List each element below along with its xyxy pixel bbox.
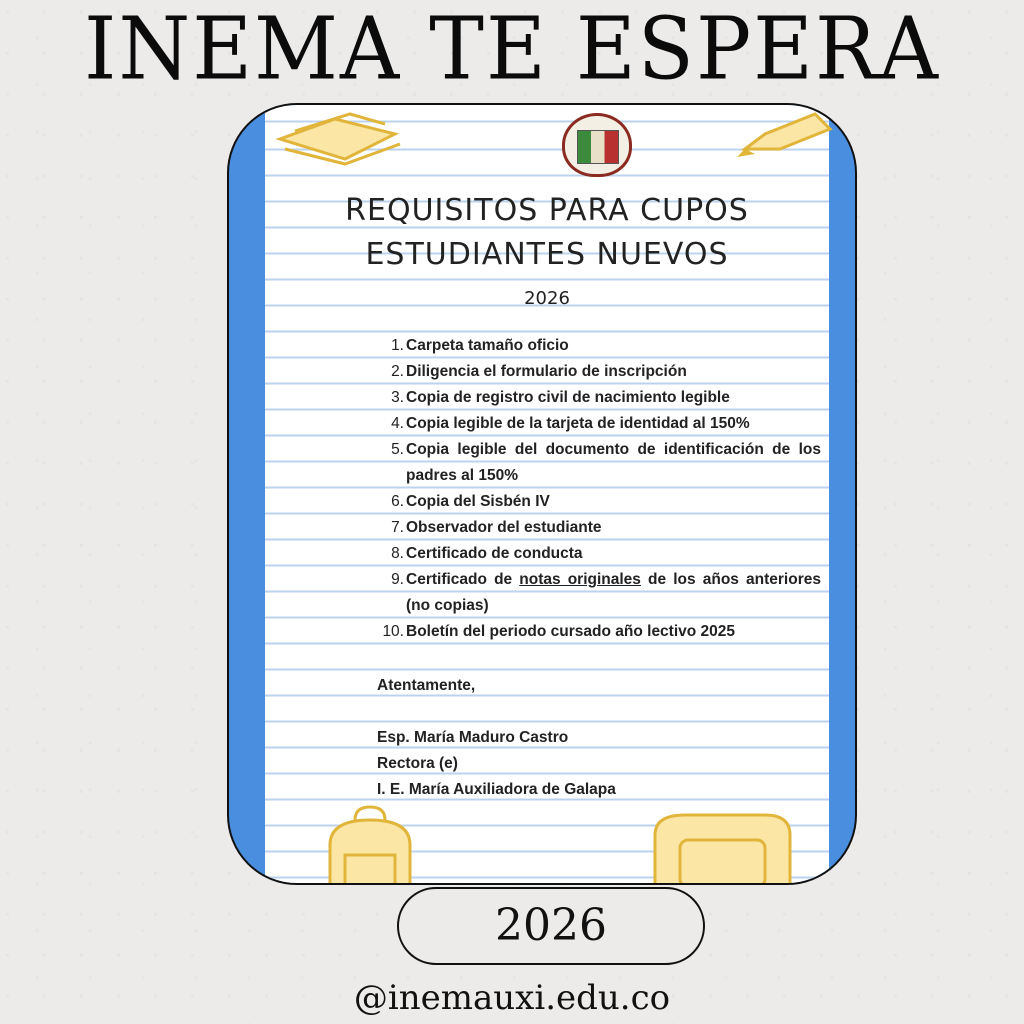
- closing-text: Atentamente,: [377, 677, 476, 694]
- list-item: 5. Copia legible del documento de identificación de los padres al 150%: [391, 441, 821, 484]
- list-item: 3. Copia de registro civil de nacimiento legible: [391, 389, 730, 406]
- list-item: 4. Copia legible de la tarjeta de identidad al 150%: [391, 415, 750, 432]
- pencil-case-doodle-icon: [645, 805, 795, 885]
- notebook-card: [227, 103, 857, 885]
- headline: INEMA TE ESPERA: [84, 0, 940, 100]
- institution-name: I. E. María Auxiliadora de Galapa: [377, 781, 616, 798]
- signer-name: Esp. María Maduro Castro: [377, 729, 569, 746]
- requirements-list: [377, 333, 821, 645]
- signer-role: Rectora (e): [377, 755, 458, 772]
- website-handle: @inemauxi.edu.co: [353, 978, 671, 1018]
- list-item: 9. Certificado de notas originales de los años anteriores (no copias): [391, 571, 821, 614]
- document-title-line2: ESTUDIANTES NUEVOS: [365, 237, 729, 272]
- list-item: 8. Certificado de conducta: [391, 545, 583, 562]
- notebook-page: [265, 105, 829, 885]
- list-item: 7. Observador del estudiante: [391, 519, 602, 536]
- document-year: 2026: [524, 288, 570, 309]
- list-item: 10. Boletín del periodo cursado año lectivo 2025: [382, 623, 736, 640]
- year-badge: 2026: [397, 887, 705, 965]
- list-item: 1. Carpeta tamaño oficio: [391, 337, 569, 354]
- school-crest-icon: [562, 113, 632, 177]
- document-title-line1: REQUISITOS PARA CUPOS: [345, 193, 749, 228]
- books-doodle-icon: [275, 109, 405, 169]
- list-item: 2. Diligencia el formulario de inscripción: [391, 363, 687, 380]
- backpack-doodle-icon: [315, 805, 425, 885]
- highlighter-doodle-icon: [735, 109, 835, 159]
- list-item: 6. Copia del Sisbén IV: [391, 493, 550, 510]
